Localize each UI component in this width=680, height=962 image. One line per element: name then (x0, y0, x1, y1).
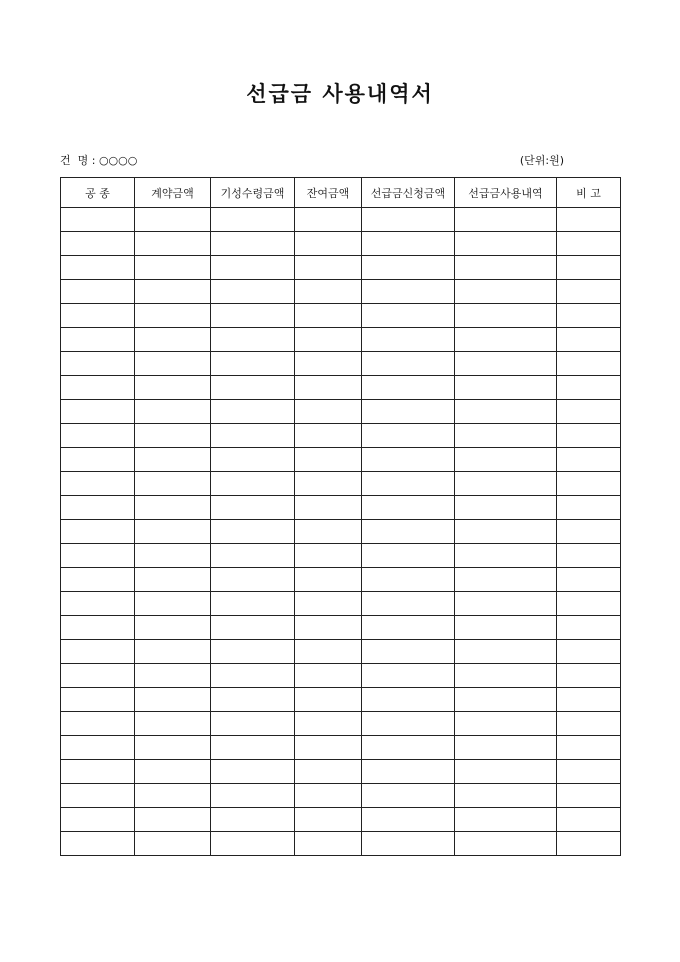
table-cell (455, 640, 557, 664)
table-cell (211, 688, 295, 712)
table-cell (362, 784, 455, 808)
table-cell (61, 496, 135, 520)
table-cell (61, 352, 135, 376)
table-cell (557, 832, 621, 856)
table-cell (362, 328, 455, 352)
table-cell (61, 712, 135, 736)
table-cell (61, 640, 135, 664)
table-cell (362, 808, 455, 832)
document-title: 선급금 사용내역서 (246, 81, 434, 106)
table-cell (362, 712, 455, 736)
table-cell (211, 544, 295, 568)
table-cell (211, 448, 295, 472)
table-cell (295, 232, 362, 256)
table-cell (455, 448, 557, 472)
table-cell (61, 328, 135, 352)
table-cell (455, 784, 557, 808)
table-cell (557, 808, 621, 832)
table-cell (362, 424, 455, 448)
table-cell (135, 424, 211, 448)
table-row (61, 712, 621, 736)
table-row (61, 784, 621, 808)
table-cell (135, 616, 211, 640)
table-cell (295, 352, 362, 376)
table-cell (295, 400, 362, 424)
table-cell (135, 544, 211, 568)
header-advance-requested: 선급금신청금액 (362, 178, 455, 208)
table-cell (295, 712, 362, 736)
table-cell (362, 232, 455, 256)
table-row (61, 376, 621, 400)
table-cell (211, 832, 295, 856)
table-cell (295, 664, 362, 688)
table-cell (455, 496, 557, 520)
table-cell (455, 688, 557, 712)
table-cell (135, 592, 211, 616)
table-cell (135, 280, 211, 304)
table-cell (295, 304, 362, 328)
table-cell (135, 688, 211, 712)
table-cell (557, 280, 621, 304)
table-row (61, 352, 621, 376)
table-cell (211, 328, 295, 352)
table-cell (61, 736, 135, 760)
table-cell (135, 808, 211, 832)
table-cell (557, 640, 621, 664)
table-cell (135, 256, 211, 280)
table-cell (135, 472, 211, 496)
table-cell (557, 496, 621, 520)
table-cell (455, 544, 557, 568)
table-cell (362, 640, 455, 664)
table-cell (61, 832, 135, 856)
table-cell (295, 496, 362, 520)
table-cell (455, 520, 557, 544)
table-cell (211, 208, 295, 232)
table-cell (362, 760, 455, 784)
header-remaining-amount: 잔여금액 (295, 178, 362, 208)
table-cell (295, 568, 362, 592)
header-progress-received: 기성수령금액 (211, 178, 295, 208)
header-advance-usage: 선급금사용내역 (455, 178, 557, 208)
table-row (61, 760, 621, 784)
table-cell (455, 232, 557, 256)
table-cell (61, 664, 135, 688)
table-cell (557, 736, 621, 760)
table-cell (135, 664, 211, 688)
table-cell (295, 784, 362, 808)
table-cell (295, 328, 362, 352)
table-cell (295, 280, 362, 304)
table-cell (362, 304, 455, 328)
table-cell (362, 376, 455, 400)
table-cell (135, 448, 211, 472)
table-cell (455, 760, 557, 784)
table-cell (455, 208, 557, 232)
table-cell (362, 832, 455, 856)
table-cell (295, 208, 362, 232)
table-cell (557, 784, 621, 808)
table-cell (455, 616, 557, 640)
table-cell (211, 712, 295, 736)
table-cell (455, 400, 557, 424)
table-cell (362, 280, 455, 304)
table-cell (362, 616, 455, 640)
table-cell (362, 568, 455, 592)
table-cell (295, 808, 362, 832)
table-cell (362, 592, 455, 616)
table-cell (135, 760, 211, 784)
table-cell (362, 544, 455, 568)
table-cell (135, 712, 211, 736)
table-cell (211, 376, 295, 400)
table-cell (61, 616, 135, 640)
table-cell (211, 472, 295, 496)
table-cell (61, 304, 135, 328)
table-cell (455, 472, 557, 496)
table-cell (362, 736, 455, 760)
table-cell (455, 712, 557, 736)
table-cell (295, 448, 362, 472)
table-cell (295, 640, 362, 664)
table-row (61, 808, 621, 832)
table-cell (557, 592, 621, 616)
table-cell (211, 568, 295, 592)
table-cell (135, 520, 211, 544)
table-cell (362, 496, 455, 520)
table-cell (211, 424, 295, 448)
table-row (61, 400, 621, 424)
table-cell (135, 328, 211, 352)
table-cell (211, 760, 295, 784)
table-cell (295, 592, 362, 616)
table-cell (557, 448, 621, 472)
table-cell (61, 568, 135, 592)
table-cell (135, 376, 211, 400)
table-cell (557, 520, 621, 544)
table-cell (61, 376, 135, 400)
table-cell (61, 808, 135, 832)
table-cell (557, 232, 621, 256)
table-cell (362, 520, 455, 544)
table-row (61, 280, 621, 304)
table-row (61, 616, 621, 640)
table-cell (61, 424, 135, 448)
table-cell (557, 616, 621, 640)
table-cell (211, 784, 295, 808)
table-cell (61, 448, 135, 472)
table-cell (295, 256, 362, 280)
table-cell (211, 496, 295, 520)
table-cell (61, 208, 135, 232)
table-cell (211, 616, 295, 640)
table-cell (135, 640, 211, 664)
table-cell (557, 256, 621, 280)
table-cell (61, 544, 135, 568)
table-row (61, 592, 621, 616)
header-work-type: 공 종 (61, 178, 135, 208)
table-cell (61, 592, 135, 616)
table-cell (557, 472, 621, 496)
table-cell (135, 496, 211, 520)
table-cell (295, 736, 362, 760)
table-cell (61, 472, 135, 496)
table-cell (455, 328, 557, 352)
table-row (61, 688, 621, 712)
table-cell (295, 760, 362, 784)
table-row (61, 640, 621, 664)
table-cell (211, 808, 295, 832)
table-row (61, 832, 621, 856)
table-cell (557, 352, 621, 376)
table-cell (211, 256, 295, 280)
table-cell (295, 376, 362, 400)
table-cell (295, 520, 362, 544)
table-cell (557, 304, 621, 328)
table-row (61, 736, 621, 760)
table-row (61, 664, 621, 688)
table-row (61, 328, 621, 352)
table-cell (455, 808, 557, 832)
table-cell (455, 568, 557, 592)
table-cell (455, 736, 557, 760)
table-cell (61, 520, 135, 544)
table-row (61, 448, 621, 472)
table-cell (557, 328, 621, 352)
table-row (61, 232, 621, 256)
table-cell (455, 352, 557, 376)
table-row (61, 304, 621, 328)
table-cell (557, 664, 621, 688)
header-contract-amount: 계약금액 (135, 178, 211, 208)
table-row (61, 472, 621, 496)
table-cell (455, 832, 557, 856)
table-cell (211, 232, 295, 256)
table-cell (362, 448, 455, 472)
table-cell (211, 304, 295, 328)
table-cell (557, 712, 621, 736)
table-cell (211, 352, 295, 376)
table-cell (362, 688, 455, 712)
table-cell (135, 784, 211, 808)
table-cell (362, 256, 455, 280)
table-cell (557, 424, 621, 448)
table-cell (455, 280, 557, 304)
table-cell (135, 232, 211, 256)
table-cell (455, 664, 557, 688)
table-cell (362, 664, 455, 688)
table-cell (557, 544, 621, 568)
table-cell (135, 400, 211, 424)
table-cell (61, 256, 135, 280)
table-cell (211, 520, 295, 544)
table-row (61, 520, 621, 544)
table-cell (135, 736, 211, 760)
unit-note: (단위:원) (519, 154, 564, 167)
project-name-label: 건 명 : ○○○○ (60, 154, 138, 167)
table-cell (557, 760, 621, 784)
table-cell (362, 400, 455, 424)
table-row (61, 496, 621, 520)
table-cell (61, 400, 135, 424)
table-cell (135, 352, 211, 376)
table-cell (61, 232, 135, 256)
table-cell (295, 424, 362, 448)
table-cell (135, 304, 211, 328)
table-body (61, 208, 621, 856)
header-remarks: 비 고 (557, 178, 621, 208)
table-header-row (61, 178, 621, 208)
table-cell (211, 640, 295, 664)
table-cell (211, 664, 295, 688)
meta-row (60, 152, 620, 168)
table-cell (362, 208, 455, 232)
table-cell (61, 784, 135, 808)
table-row (61, 544, 621, 568)
table-cell (135, 832, 211, 856)
table-cell (557, 400, 621, 424)
table-cell (455, 424, 557, 448)
table-cell (61, 688, 135, 712)
table-cell (61, 280, 135, 304)
table-cell (211, 280, 295, 304)
advance-payment-table (60, 177, 621, 856)
table-row (61, 208, 621, 232)
table-cell (362, 472, 455, 496)
table-cell (455, 256, 557, 280)
table-cell (135, 208, 211, 232)
table-cell (455, 376, 557, 400)
table-row (61, 424, 621, 448)
table-cell (295, 544, 362, 568)
table-cell (455, 304, 557, 328)
table-cell (295, 616, 362, 640)
table-cell (295, 688, 362, 712)
table-cell (295, 832, 362, 856)
table-cell (135, 568, 211, 592)
table-cell (211, 400, 295, 424)
table-cell (295, 472, 362, 496)
table-cell (61, 760, 135, 784)
table-cell (557, 208, 621, 232)
table-cell (557, 688, 621, 712)
table-row (61, 256, 621, 280)
table-row (61, 568, 621, 592)
table-cell (557, 376, 621, 400)
table-cell (455, 592, 557, 616)
table-cell (211, 736, 295, 760)
table-cell (557, 568, 621, 592)
table-cell (211, 592, 295, 616)
table-cell (362, 352, 455, 376)
